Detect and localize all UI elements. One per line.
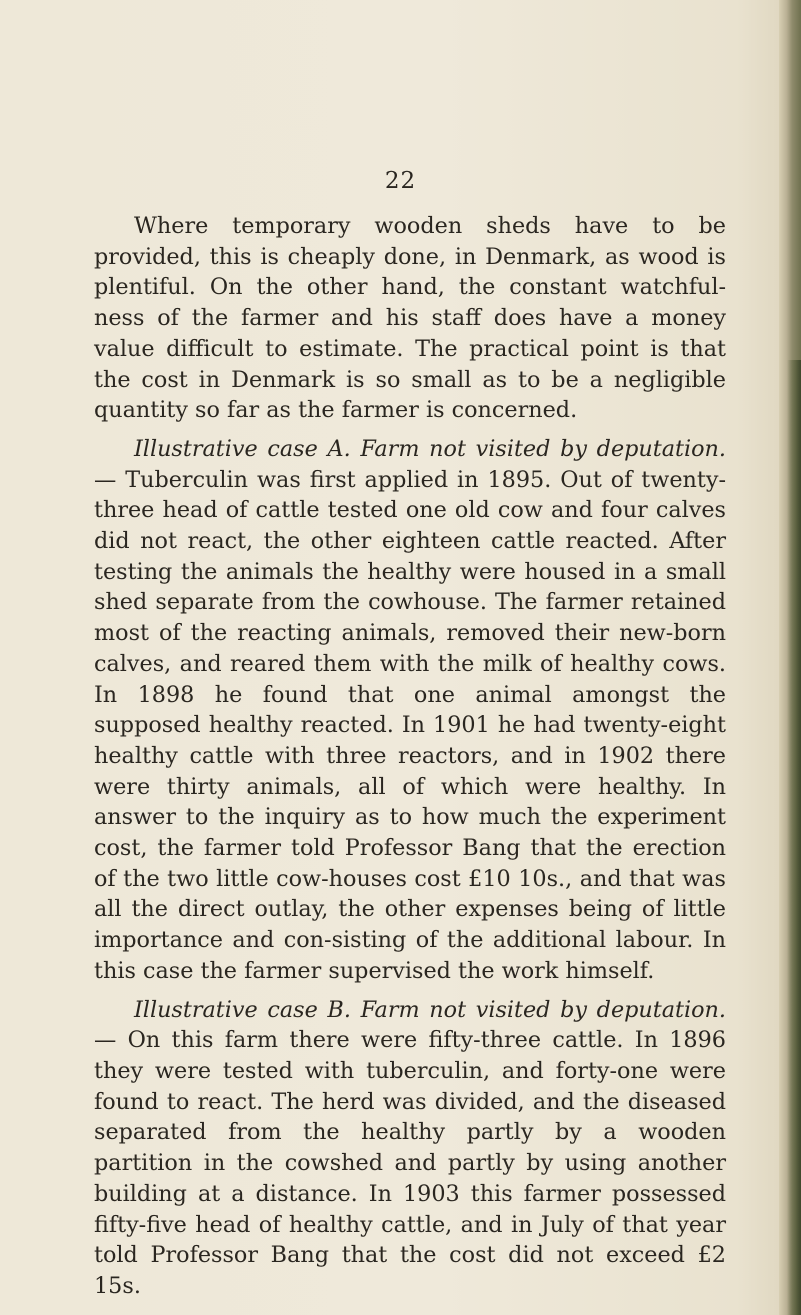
paragraph-case-a [94, 434, 726, 987]
paragraph-sheds [94, 211, 726, 426]
case-a-heading: Illustrative case A. Farm not visited by deputation. [134, 435, 726, 462]
page-number: 22 [384, 168, 417, 194]
paragraph-case-b [94, 995, 726, 1302]
paragraph-text: Where temporary wooden sheds have to be provided, this is cheaply done, in Denmark, as wood is plentiful. On the other hand, the constant watchful-ness of the farmer and his staff does have a money value difficult to estimate. The practical point is that the cost in Denmark is so small as to be a negligible quantity so far as the farmer is concerned. [94, 213, 726, 424]
case-b-text: — On this farm there were fifty-three cattle. In 1896 they were tested with tuberculin, and forty-one were found to react. The herd was divided, and the diseased separated from the healthy partly by a wooden partition in the cowshed and partly by using another building at a distance. In 1903 this farmer possessed fifty-five head of healthy cattle, and in July of that year told Professor Bang that the cost did not exceed £2 15s. [94, 1027, 726, 1299]
page-edge-discoloration [787, 360, 801, 1315]
case-b-heading: Illustrative case B. Farm not visited by deputation. [134, 996, 726, 1023]
case-a-text: — Tuberculin was first applied in 1895. Out of twenty-three head of cattle tested one old cow and four calves did not react, the other eighteen cattle reacted. After testing the animals the healthy were housed in a small shed separate from the cowhouse. The farmer retained most of the reacting animals, removed their new-born calves, and reared them with the milk of healthy cows. In 1898 he found that one animal amongst the supposed healthy reacted. In 1901 he had twenty-eight healthy cattle with three reactors, and in 1902 there were thirty animals, all of which were healthy. In answer to the inquiry as to how much the experiment cost, the farmer told Professor Bang that the erection of the two little cow-houses cost £10 10s., and that was all the direct outlay, the other expenses being of little importance and con-sisting of the additional labour. In this case the farmer supervised the work himself. [94, 466, 726, 984]
body-text [94, 211, 726, 1302]
